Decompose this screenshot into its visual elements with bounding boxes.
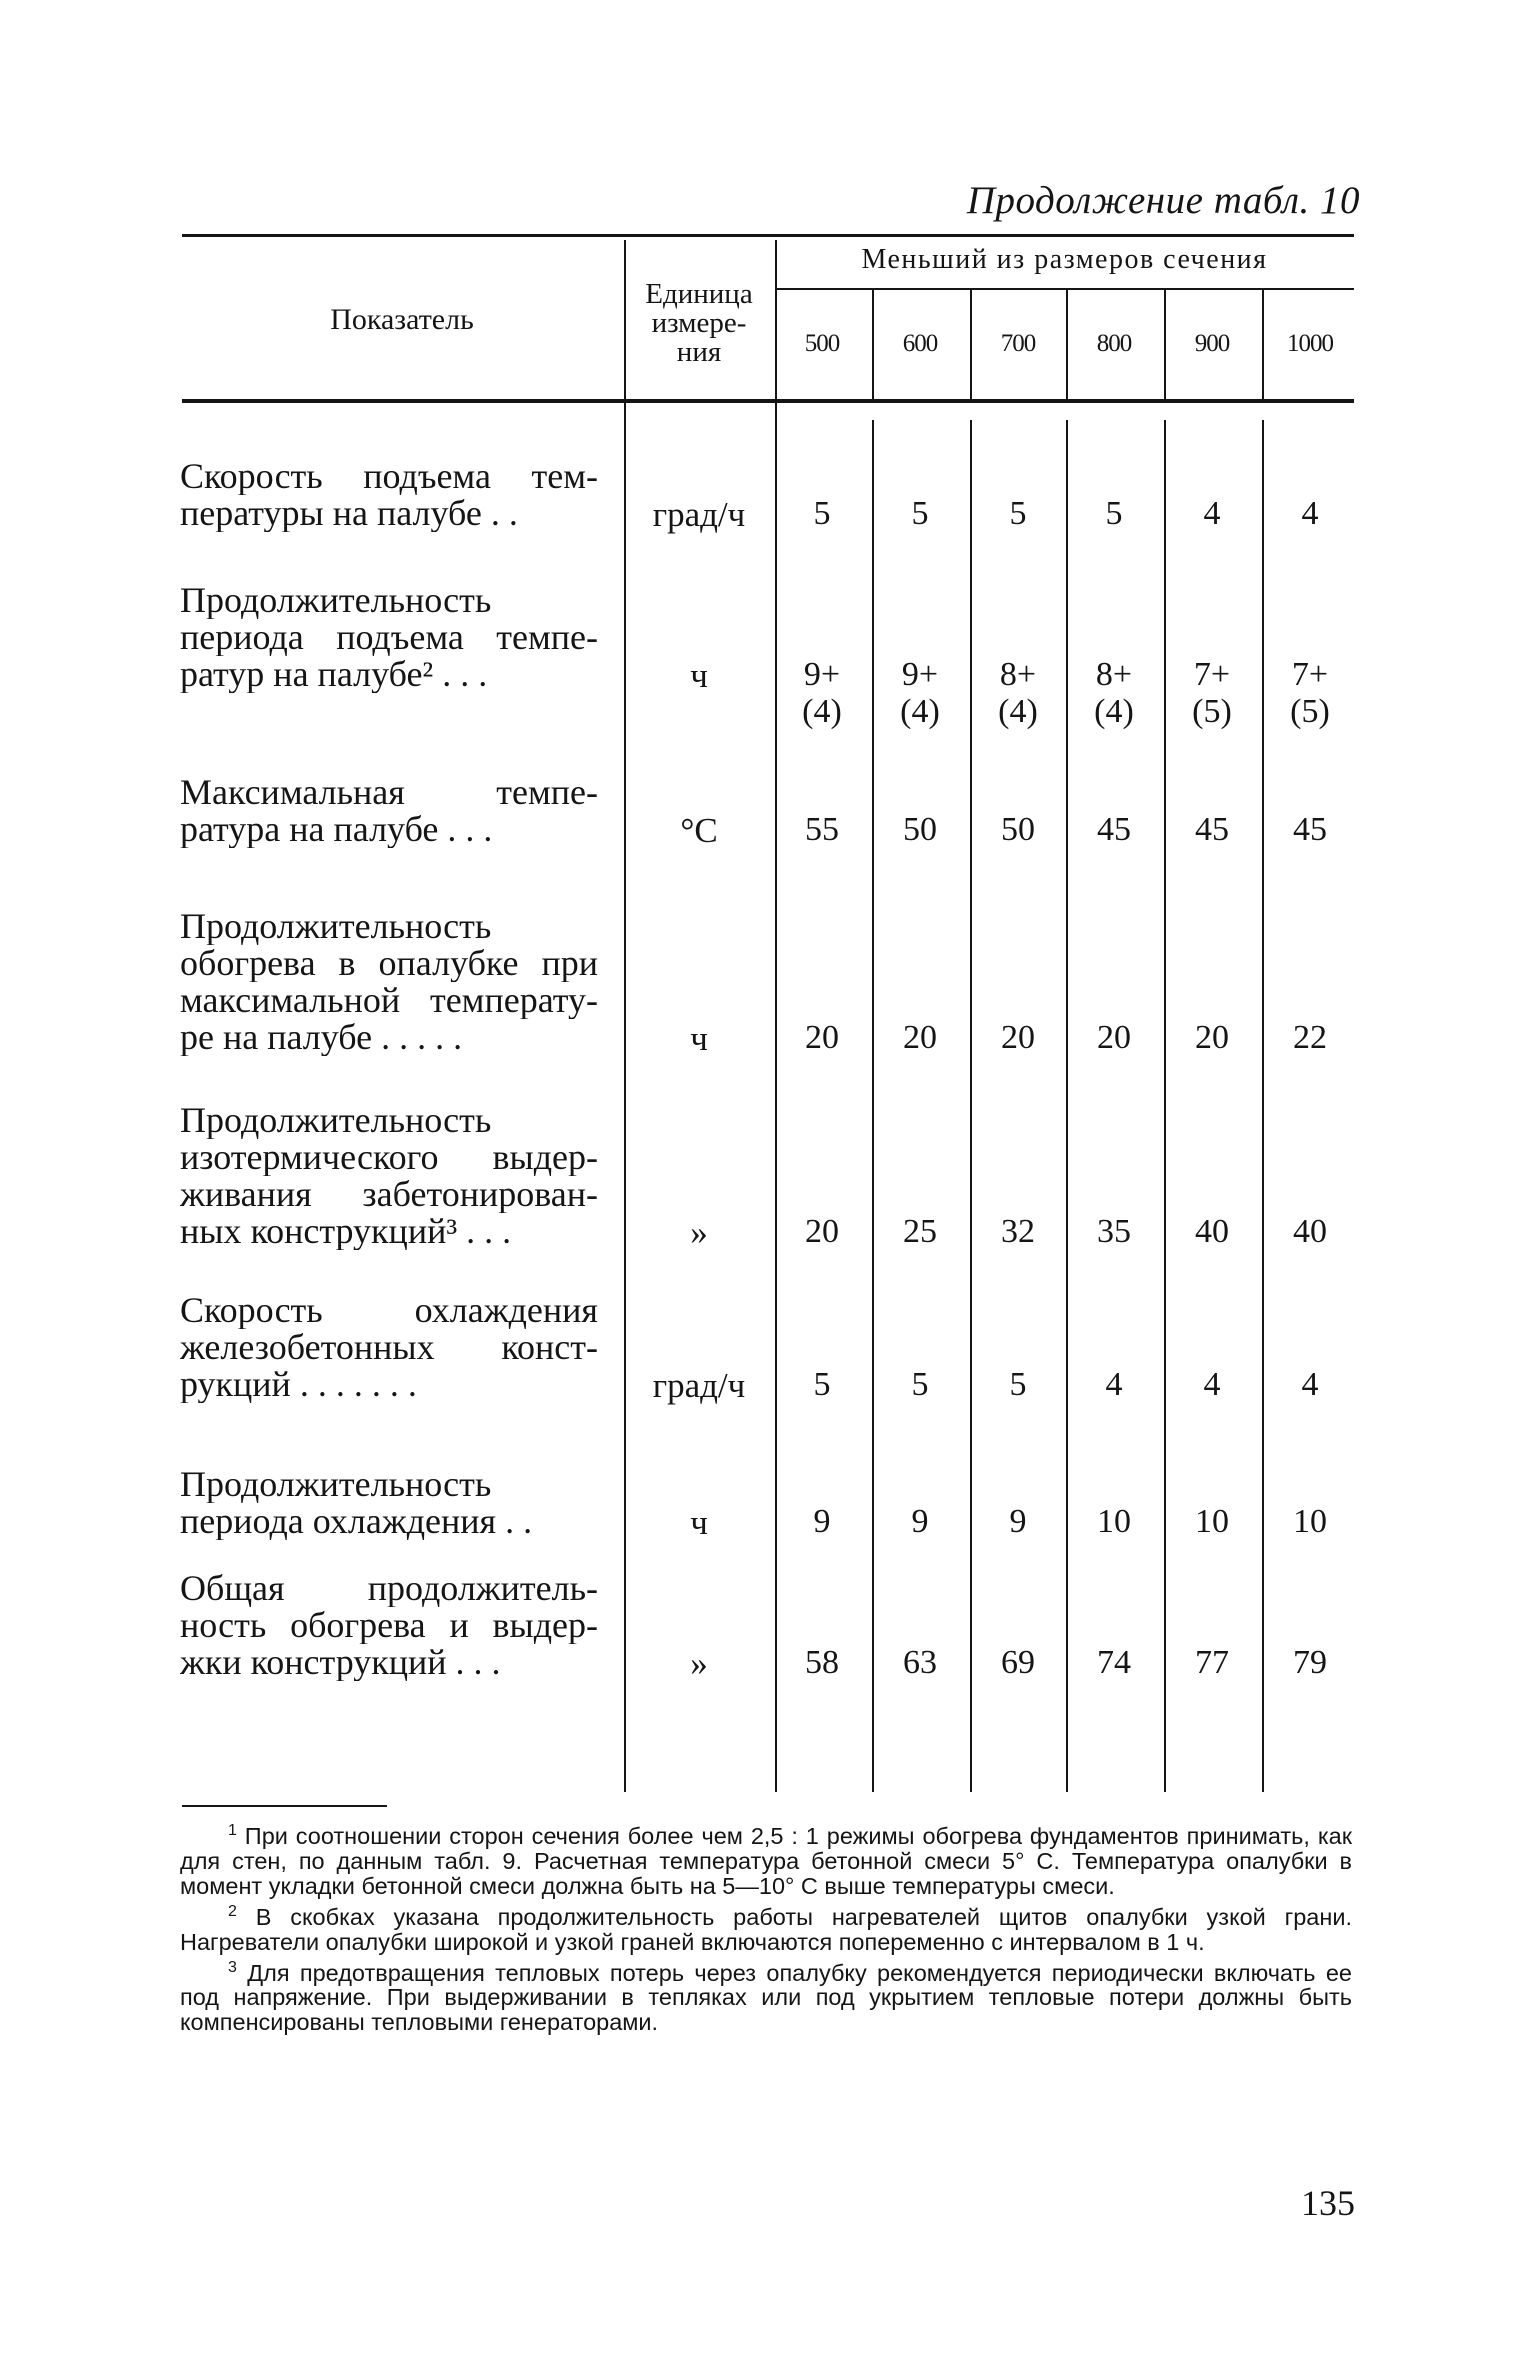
cell-value: 5	[813, 495, 831, 532]
row-label-line: максимальной температу-	[180, 982, 598, 1019]
cell-value: 63	[903, 1644, 937, 1681]
footnote-text: Для предотвращения тепловых потерь через опалубку рекомендуется периодически включать ее под напряжение. При выдерживании в тепляках или под укрытием тепловые потери должны быть компенсированы тепловыми генераторами.	[180, 1959, 1352, 2036]
column-divider-header	[1164, 290, 1166, 402]
row-label-line: Общая продолжитель-	[180, 1570, 598, 1607]
header-sub-rule	[775, 288, 1354, 290]
row-label-line: ратура на палубе . . .	[180, 811, 493, 848]
row-label-line: жки конструкций . . .	[180, 1644, 501, 1681]
column-divider-header	[872, 290, 874, 402]
row-unit: »	[690, 1644, 708, 1683]
cell-value: 9	[911, 1503, 929, 1540]
cell-value: 10	[1097, 1503, 1131, 1540]
header-size-group: Меньший из размеров сечения	[861, 244, 1268, 275]
footnote-rule	[182, 1805, 387, 1807]
row-unit: ч	[690, 1503, 708, 1542]
cell-value: 7+ (5)	[1192, 656, 1232, 730]
cell-value: 9	[1009, 1503, 1027, 1540]
cell-value: 20	[1001, 1019, 1035, 1056]
cell-value: 5	[911, 495, 929, 532]
column-divider-header	[1066, 290, 1068, 402]
cell-value: 35	[1097, 1213, 1131, 1250]
cell-value: 40	[1195, 1213, 1229, 1250]
header-size-500: 500	[804, 330, 840, 357]
cell-value: 22	[1293, 1019, 1327, 1056]
cell-value: 5	[1105, 495, 1123, 532]
cell-value: 4	[1203, 1366, 1221, 1403]
cell-value: 79	[1293, 1644, 1327, 1681]
row-label	[180, 774, 598, 848]
row-label-line: ных конструкций³ . . .	[180, 1213, 512, 1250]
row-label-line: пературы на палубе . .	[180, 495, 518, 532]
cell-value: 20	[1097, 1019, 1131, 1056]
row-label	[180, 908, 598, 1056]
column-divider-body	[1164, 420, 1166, 1792]
row-label-line: Продолжительность	[180, 908, 492, 945]
cell-value: 9+ (4)	[802, 656, 842, 730]
cell-value: 8+ (4)	[998, 656, 1038, 730]
cell-value: 32	[1001, 1213, 1035, 1250]
footnote-text: В скобках указана продолжительность работы нагревателей щитов опалубки узкой грани. Нагреватели опалубки широкой и узкой граней включаются попеременно с интервалом в 1 ч.	[180, 1903, 1352, 1955]
row-label	[180, 1102, 598, 1250]
cell-value: 45	[1293, 811, 1327, 848]
footnotes	[180, 1818, 1352, 2035]
column-divider-body	[1066, 420, 1068, 1792]
row-label-line: изотермического выдер-	[180, 1139, 598, 1176]
cell-value: 4	[1301, 495, 1319, 532]
row-label-line: ре на палубе . . . . .	[180, 1019, 463, 1056]
cell-value: 50	[903, 811, 937, 848]
header-size-600: 600	[902, 330, 938, 357]
cell-value: 20	[805, 1019, 839, 1056]
table-caption: Продолжение табл. 10	[966, 179, 1360, 222]
row-unit: ч	[690, 1019, 708, 1058]
row-label	[180, 458, 598, 532]
row-label-line: обогрева в опалубке при	[180, 945, 598, 982]
cell-value: 4	[1301, 1366, 1319, 1403]
row-label-line: Скорость подъема тем-	[180, 458, 598, 495]
row-label-line: живания забетонирован-	[180, 1176, 598, 1213]
row-label-line: Продолжительность	[180, 1466, 492, 1503]
row-label-line: рукций . . . . . . .	[180, 1366, 417, 1403]
column-divider-body	[872, 420, 874, 1792]
cell-value: 5	[813, 1366, 831, 1403]
row-unit: ч	[690, 656, 708, 695]
cell-value: 10	[1195, 1503, 1229, 1540]
header-size-900: 900	[1194, 330, 1230, 357]
footnote-mark: 2	[228, 1902, 237, 1920]
row-label-line: Максимальная темпе-	[180, 774, 598, 811]
column-divider-body	[1262, 420, 1264, 1792]
cell-value: 5	[1009, 495, 1027, 532]
cell-value: 69	[1001, 1644, 1035, 1681]
cell-value: 20	[1195, 1019, 1229, 1056]
cell-value: 25	[903, 1213, 937, 1250]
row-label-line: железобетонных конст-	[180, 1329, 598, 1366]
header-bottom-rule	[182, 399, 1354, 403]
cell-value: 9+ (4)	[900, 656, 940, 730]
row-label-line: периода подъема темпе-	[180, 619, 598, 656]
cell-value: 8+ (4)	[1094, 656, 1134, 730]
row-label-line: Продолжительность	[180, 1102, 492, 1139]
header-size-800: 800	[1096, 330, 1132, 357]
cell-value: 4	[1203, 495, 1221, 532]
row-label-line: ность обогрева и выдер-	[180, 1607, 598, 1644]
cell-value: 7+ (5)	[1290, 656, 1330, 730]
column-divider-size-group	[775, 240, 777, 1792]
cell-value: 40	[1293, 1213, 1327, 1250]
row-label-line: Продолжительность	[180, 582, 492, 619]
row-unit: »	[690, 1213, 708, 1252]
cell-value: 45	[1195, 811, 1229, 848]
page-number: 135	[1301, 2183, 1355, 2223]
footnote-text: При соотношении сторон сечения более чем 2,5 : 1 режимы обогрева фундаментов принимать, как для стен, по данным табл. 9. Расчетная температура бетонной смеси 5° С. Температура опалубки в момент укладки бетонной смеси должна быть на 5—10° С выше температуры смеси.	[180, 1822, 1352, 1899]
header-unit: Единица измере- ния	[645, 278, 753, 368]
row-label	[180, 1466, 598, 1540]
header-size-700: 700	[1000, 330, 1036, 357]
row-label	[180, 1570, 598, 1681]
cell-value: 55	[805, 811, 839, 848]
row-unit: °С	[680, 811, 718, 850]
cell-value: 50	[1001, 811, 1035, 848]
footnote-2	[180, 1899, 1352, 1955]
column-divider-header	[970, 290, 972, 402]
cell-value: 58	[805, 1644, 839, 1681]
row-unit: град/ч	[652, 1366, 746, 1405]
footnote-3	[180, 1955, 1352, 2036]
row-label-line: ратур на палубе² . . .	[180, 656, 488, 693]
table-top-rule	[182, 234, 1354, 237]
cell-value: 77	[1195, 1644, 1229, 1681]
header-size-1000: 1000	[1287, 330, 1333, 357]
cell-value: 5	[1009, 1366, 1027, 1403]
row-label	[180, 582, 598, 693]
header-indicator: Показатель	[330, 303, 474, 336]
column-divider-body	[970, 420, 972, 1792]
footnote-1	[180, 1818, 1352, 1899]
row-label-line: периода охлаждения . .	[180, 1503, 533, 1540]
row-unit: град/ч	[652, 495, 746, 534]
cell-value: 74	[1097, 1644, 1131, 1681]
cell-value: 45	[1097, 811, 1131, 848]
footnote-mark: 3	[228, 1958, 237, 1976]
cell-value: 20	[903, 1019, 937, 1056]
column-divider-unit	[624, 240, 626, 1792]
cell-value: 10	[1293, 1503, 1327, 1540]
cell-value: 20	[805, 1213, 839, 1250]
row-label-line: Скорость охлаждения	[180, 1292, 598, 1329]
footnote-mark: 1	[228, 1822, 237, 1839]
cell-value: 9	[813, 1503, 831, 1540]
row-label	[180, 1292, 598, 1403]
cell-value: 4	[1105, 1366, 1123, 1403]
cell-value: 5	[911, 1366, 929, 1403]
column-divider-header	[1262, 290, 1264, 402]
